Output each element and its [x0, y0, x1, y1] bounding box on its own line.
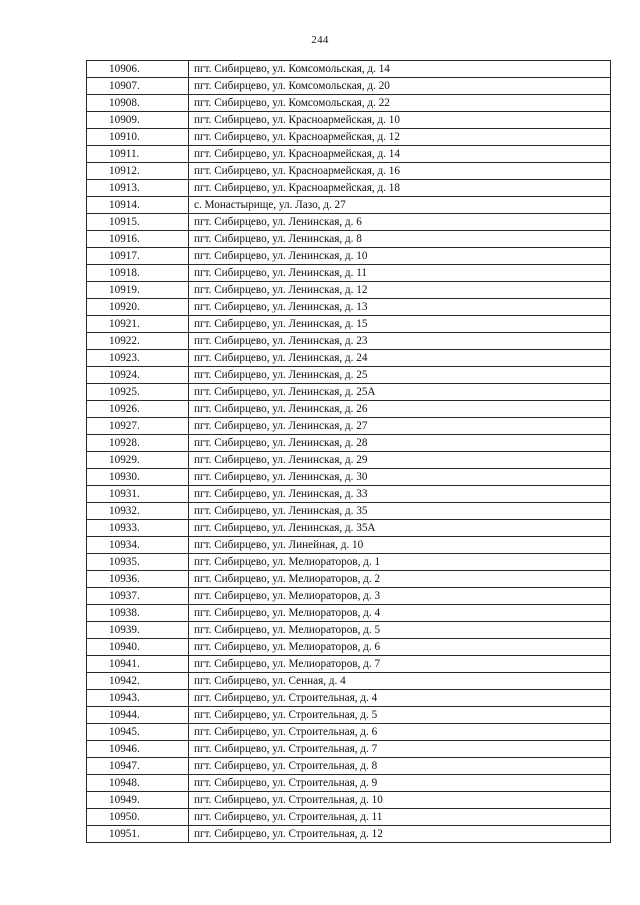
- table-row: [87, 469, 611, 486]
- table-row: [87, 282, 611, 299]
- table-row: [87, 724, 611, 741]
- table-row: [87, 197, 611, 214]
- row-number: 10924.: [87, 367, 189, 384]
- row-number: 10937.: [87, 588, 189, 605]
- row-address: пгт. Сибирцево, ул. Комсомольская, д. 22: [189, 95, 611, 112]
- row-number: 10907.: [87, 78, 189, 95]
- table-row: [87, 95, 611, 112]
- row-address: пгт. Сибирцево, ул. Мелиораторов, д. 4: [189, 605, 611, 622]
- row-number: 10928.: [87, 435, 189, 452]
- row-number: 10944.: [87, 707, 189, 724]
- row-number: 10939.: [87, 622, 189, 639]
- row-number: 10951.: [87, 826, 189, 843]
- row-number: 10933.: [87, 520, 189, 537]
- row-number: 10914.: [87, 197, 189, 214]
- row-number: 10916.: [87, 231, 189, 248]
- table-row: [87, 588, 611, 605]
- row-number: 10912.: [87, 163, 189, 180]
- row-address: пгт. Сибирцево, ул. Красноармейская, д. 12: [189, 129, 611, 146]
- table-row: [87, 571, 611, 588]
- row-number: 10943.: [87, 690, 189, 707]
- row-address: пгт. Сибирцево, ул. Ленинская, д. 6: [189, 214, 611, 231]
- row-address: пгт. Сибирцево, ул. Ленинская, д. 27: [189, 418, 611, 435]
- row-address: пгт. Сибирцево, ул. Красноармейская, д. 16: [189, 163, 611, 180]
- table-row: [87, 809, 611, 826]
- table-row: [87, 673, 611, 690]
- row-address: пгт. Сибирцево, ул. Ленинская, д. 25: [189, 367, 611, 384]
- row-address: пгт. Сибирцево, ул. Ленинская, д. 29: [189, 452, 611, 469]
- table-row: [87, 299, 611, 316]
- row-number: 10926.: [87, 401, 189, 418]
- table-row: [87, 690, 611, 707]
- row-number: 10929.: [87, 452, 189, 469]
- row-number: 10936.: [87, 571, 189, 588]
- row-address: пгт. Сибирцево, ул. Ленинская, д. 13: [189, 299, 611, 316]
- table-row: [87, 333, 611, 350]
- page-number: 244: [311, 34, 329, 46]
- row-number: 10940.: [87, 639, 189, 656]
- row-number: 10935.: [87, 554, 189, 571]
- table-row: [87, 112, 611, 129]
- row-address: пгт. Сибирцево, ул. Ленинская, д. 26: [189, 401, 611, 418]
- table-row: [87, 656, 611, 673]
- row-address: пгт. Сибирцево, ул. Мелиораторов, д. 6: [189, 639, 611, 656]
- row-number: 10915.: [87, 214, 189, 231]
- row-address: пгт. Сибирцево, ул. Ленинская, д. 8: [189, 231, 611, 248]
- row-number: 10941.: [87, 656, 189, 673]
- row-address: пгт. Сибирцево, ул. Ленинская, д. 25А: [189, 384, 611, 401]
- row-number: 10923.: [87, 350, 189, 367]
- row-number: 10945.: [87, 724, 189, 741]
- table-row: [87, 129, 611, 146]
- table-row: [87, 520, 611, 537]
- row-address: пгт. Сибирцево, ул. Ленинская, д. 33: [189, 486, 611, 503]
- row-number: 10949.: [87, 792, 189, 809]
- row-address: пгт. Сибирцево, ул. Строительная, д. 4: [189, 690, 611, 707]
- row-address: пгт. Сибирцево, ул. Линейная, д. 10: [189, 537, 611, 554]
- table-row: [87, 452, 611, 469]
- row-address: пгт. Сибирцево, ул. Строительная, д. 5: [189, 707, 611, 724]
- address-table-body: [87, 61, 611, 843]
- row-address: пгт. Сибирцево, ул. Мелиораторов, д. 2: [189, 571, 611, 588]
- table-row: [87, 180, 611, 197]
- table-row: [87, 707, 611, 724]
- table-row: [87, 61, 611, 78]
- row-number: 10948.: [87, 775, 189, 792]
- table-row: [87, 758, 611, 775]
- table-row: [87, 248, 611, 265]
- row-number: 10920.: [87, 299, 189, 316]
- row-address: пгт. Сибирцево, ул. Сенная, д. 4: [189, 673, 611, 690]
- row-address: пгт. Сибирцево, ул. Ленинская, д. 24: [189, 350, 611, 367]
- row-number: 10934.: [87, 537, 189, 554]
- row-number: 10930.: [87, 469, 189, 486]
- table-row: [87, 367, 611, 384]
- row-address: пгт. Сибирцево, ул. Комсомольская, д. 20: [189, 78, 611, 95]
- table-row: [87, 418, 611, 435]
- row-address: пгт. Сибирцево, ул. Красноармейская, д. 10: [189, 112, 611, 129]
- row-address: пгт. Сибирцево, ул. Комсомольская, д. 14: [189, 61, 611, 78]
- row-address: пгт. Сибирцево, ул. Строительная, д. 6: [189, 724, 611, 741]
- row-number: 10919.: [87, 282, 189, 299]
- row-number: 10946.: [87, 741, 189, 758]
- table-row: [87, 639, 611, 656]
- table-row: [87, 384, 611, 401]
- row-address: пгт. Сибирцево, ул. Строительная, д. 12: [189, 826, 611, 843]
- row-number: 10917.: [87, 248, 189, 265]
- table-row: [87, 605, 611, 622]
- row-address: пгт. Сибирцево, ул. Красноармейская, д. 18: [189, 180, 611, 197]
- table-row: [87, 214, 611, 231]
- row-number: 10925.: [87, 384, 189, 401]
- row-address: пгт. Сибирцево, ул. Мелиораторов, д. 3: [189, 588, 611, 605]
- table-row: [87, 401, 611, 418]
- table-row: [87, 622, 611, 639]
- row-address: пгт. Сибирцево, ул. Ленинская, д. 11: [189, 265, 611, 282]
- row-address: пгт. Сибирцево, ул. Ленинская, д. 30: [189, 469, 611, 486]
- table-row: [87, 503, 611, 520]
- table-row: [87, 265, 611, 282]
- table-row: [87, 163, 611, 180]
- row-number: 10906.: [87, 61, 189, 78]
- row-address: пгт. Сибирцево, ул. Строительная, д. 11: [189, 809, 611, 826]
- table-row: [87, 146, 611, 163]
- row-number: 10932.: [87, 503, 189, 520]
- table-row: [87, 350, 611, 367]
- row-number: 10927.: [87, 418, 189, 435]
- row-address: пгт. Сибирцево, ул. Строительная, д. 9: [189, 775, 611, 792]
- table-row: [87, 78, 611, 95]
- table-row: [87, 435, 611, 452]
- table-row: [87, 741, 611, 758]
- row-address: пгт. Сибирцево, ул. Ленинская, д. 35А: [189, 520, 611, 537]
- row-address: пгт. Сибирцево, ул. Ленинская, д. 10: [189, 248, 611, 265]
- table-row: [87, 316, 611, 333]
- row-number: 10918.: [87, 265, 189, 282]
- row-number: 10950.: [87, 809, 189, 826]
- table-row: [87, 231, 611, 248]
- row-number: 10942.: [87, 673, 189, 690]
- row-number: 10922.: [87, 333, 189, 350]
- table-row: [87, 826, 611, 843]
- row-address: пгт. Сибирцево, ул. Ленинская, д. 15: [189, 316, 611, 333]
- row-number: 10947.: [87, 758, 189, 775]
- table-row: [87, 792, 611, 809]
- row-address: пгт. Сибирцево, ул. Ленинская, д. 23: [189, 333, 611, 350]
- row-address: пгт. Сибирцево, ул. Мелиораторов, д. 5: [189, 622, 611, 639]
- row-address: пгт. Сибирцево, ул. Строительная, д. 7: [189, 741, 611, 758]
- row-number: 10911.: [87, 146, 189, 163]
- row-address: пгт. Сибирцево, ул. Ленинская, д. 12: [189, 282, 611, 299]
- table-row: [87, 537, 611, 554]
- row-number: 10931.: [87, 486, 189, 503]
- row-address: пгт. Сибирцево, ул. Строительная, д. 10: [189, 792, 611, 809]
- row-address: пгт. Сибирцево, ул. Красноармейская, д. 14: [189, 146, 611, 163]
- row-address: пгт. Сибирцево, ул. Ленинская, д. 35: [189, 503, 611, 520]
- row-number: 10908.: [87, 95, 189, 112]
- table-row: [87, 486, 611, 503]
- row-address: пгт. Сибирцево, ул. Мелиораторов, д. 1: [189, 554, 611, 571]
- row-number: 10938.: [87, 605, 189, 622]
- table-row: [87, 554, 611, 571]
- row-number: 10921.: [87, 316, 189, 333]
- row-number: 10913.: [87, 180, 189, 197]
- row-address: пгт. Сибирцево, ул. Строительная, д. 8: [189, 758, 611, 775]
- table-row: [87, 775, 611, 792]
- row-address: пгт. Сибирцево, ул. Ленинская, д. 28: [189, 435, 611, 452]
- address-table: [86, 60, 611, 843]
- row-address: с. Монастырище, ул. Лазо, д. 27: [189, 197, 611, 214]
- row-address: пгт. Сибирцево, ул. Мелиораторов, д. 7: [189, 656, 611, 673]
- row-number: 10909.: [87, 112, 189, 129]
- row-number: 10910.: [87, 129, 189, 146]
